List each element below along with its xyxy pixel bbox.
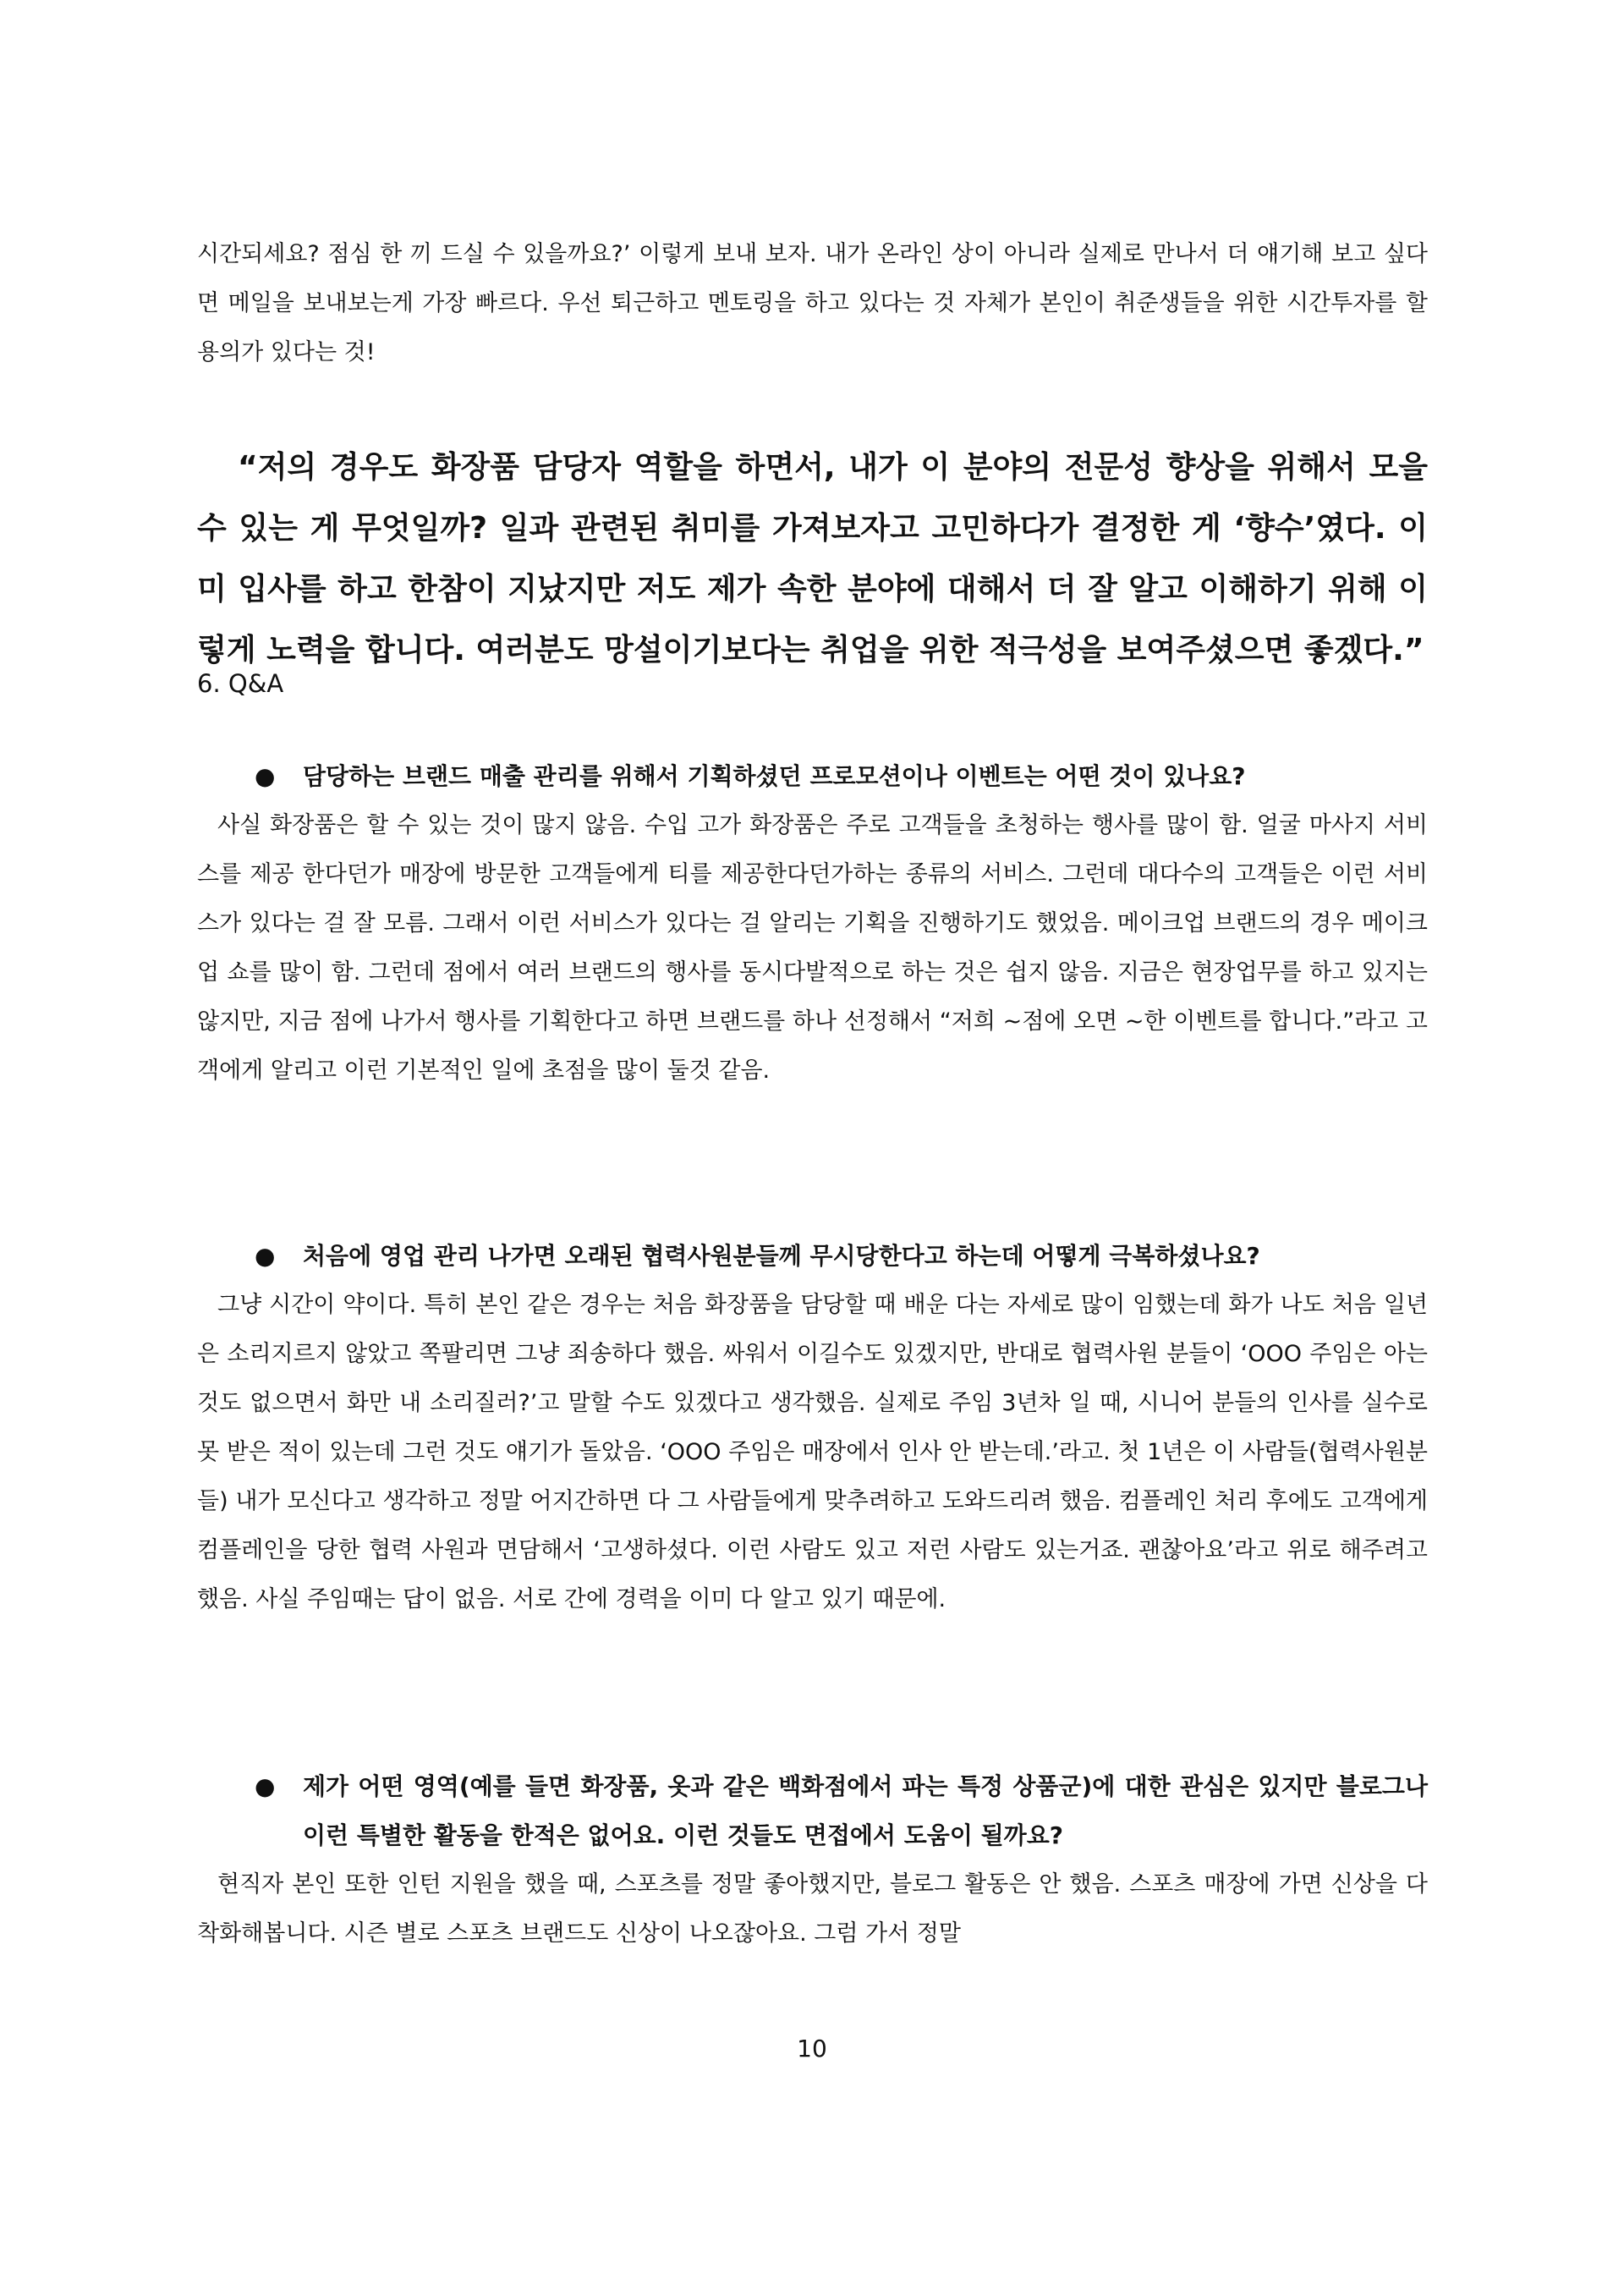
highlighted-quote: “저의 경우도 화장품 담당자 역할을 하면서, 내가 이 분야의 전문성 향상을 위해서 모을 수 있는 게 무엇일까? 일과 관련된 취미를 가져보자고 고민하다가 결정한 게 ‘향수’였다. 이미 입사를 하고 한참이 지났지만 저도 제가 속한 분야에 대해서 더 잘 알고 이해하기 위해 이렇게 노력을 합니다. 여러분도 망설이기보다는 취업을 위한 적극성을 보여주셨으면 좋겠다.” xyxy=(197,450,1428,667)
question-text: 담당하는 브랜드 매출 관리를 위해서 기획하셨던 프로모션이나 이벤트는 어떤 것이 있나요? xyxy=(303,762,1246,790)
question-text: 제가 어떤 영역(예를 들면 화장품, 옷과 같은 백화점에서 파는 특정 상품군)에 대한 관심은 있지만 블로그나 이런 특별한 활동을 한적은 없어요. 이런 것들도 면접에서 도움이 될까요? xyxy=(303,1772,1428,1849)
question xyxy=(197,1762,1428,1860)
page-number: 10 xyxy=(797,2035,827,2063)
section-heading: 6. Q&A xyxy=(197,669,284,698)
qa-item xyxy=(197,752,1428,1096)
qa-item xyxy=(197,1762,1428,1958)
answer-text: 그냥 시간이 약이다. 특히 본인 같은 경우는 처음 화장품을 담당할 때 배운 다는 자세로 많이 임했는데 화가 나도 처음 일년은 소리지르지 않았고 쪽팔리면 그냥 죄송하다 했음. 싸워서 이길수도 있겠지만, 반대로 협력사원 분들이 ‘OOO 주임은 아는 것도 없으면서 화만 내 소리질러?’고 말할 수도 있겠다고 생각했음. 실제로 주임 3년차 일 때, 시니어 분들의 인사를 실수로 못 받은 적이 있는데 그런 것도 얘기가 돌았음. ‘OOO 주임은 매장에서 인사 안 받는데.’라고. 첫 1년은 이 사람들(협력사원분들) 내가 모신다고 생각하고 정말 어지간하면 다 그 사람들에게 맞추려하고 도와드리려 했음. 컴플레인 처리 후에도 고객에게 컴플레인을 당한 협력 사원과 면담해서 ‘고생하셨다. 이런 사람도 있고 저런 사람도 있는거죠. 괜찮아요’라고 위로 해주려고 했음. 사실 주임때는 답이 없음. 서로 간에 경력을 이미 다 알고 있기 때문에. xyxy=(197,1292,1428,1612)
bullet-icon: ● xyxy=(255,762,276,790)
question xyxy=(197,1232,1428,1281)
qa-item xyxy=(197,1232,1428,1624)
question-text: 처음에 영업 관리 나가면 오래된 협력사원분들께 무시당한다고 하는데 어떻게 극복하셨나요? xyxy=(303,1242,1260,1270)
answer-text: 사실 화장품은 할 수 있는 것이 많지 않음. 수입 고가 화장품은 주로 고객들을 초청하는 행사를 많이 함. 얼굴 마사지 서비스를 제공 한다던가 매장에 방문한 고객들에게 티를 제공한다던가하는 종류의 서비스. 그런데 대다수의 고객들은 이런 서비스가 있다는 걸 잘 모름. 그래서 이런 서비스가 있다는 걸 알리는 기획을 진행하기도 했었음. 메이크업 브랜드의 경우 메이크업 쇼를 많이 함. 그런데 점에서 여러 브랜드의 행사를 동시다발적으로 하는 것은 쉽지 않음. 지금은 현장업무를 하고 있지는 않지만, 지금 점에 나가서 행사를 기획한다고 하면 브랜드를 하나 선정해서 “저희 ~점에 오면 ~한 이벤트를 합니다.”라고 고객에게 알리고 이런 기본적인 일에 초점을 많이 둘것 같음. xyxy=(197,812,1428,1084)
intro-paragraph: 시간되세요? 점심 한 끼 드실 수 있을까요?’ 이렇게 보내 보자. 내가 온라인 상이 아니라 실제로 만나서 더 얘기해 보고 싶다면 메일을 보내보는게 가장 빠르다. 우선 퇴근하고 멘토링을 하고 있다는 것 자체가 본인이 취준생들을 위한 시간투자를 할 용의가 있다는 것! xyxy=(197,241,1428,365)
question xyxy=(197,752,1428,801)
bullet-icon: ● xyxy=(255,1242,276,1270)
answer-text: 현직자 본인 또한 인턴 지원을 했을 때, 스포츠를 정말 좋아했지만, 블로그 활동은 안 했음. 스포츠 매장에 가면 신상을 다 착화해봅니다. 시즌 별로 스포츠 브랜드도 신상이 나오잖아요. 그럼 가서 정말 xyxy=(197,1871,1428,1947)
bullet-icon: ● xyxy=(255,1772,276,1800)
